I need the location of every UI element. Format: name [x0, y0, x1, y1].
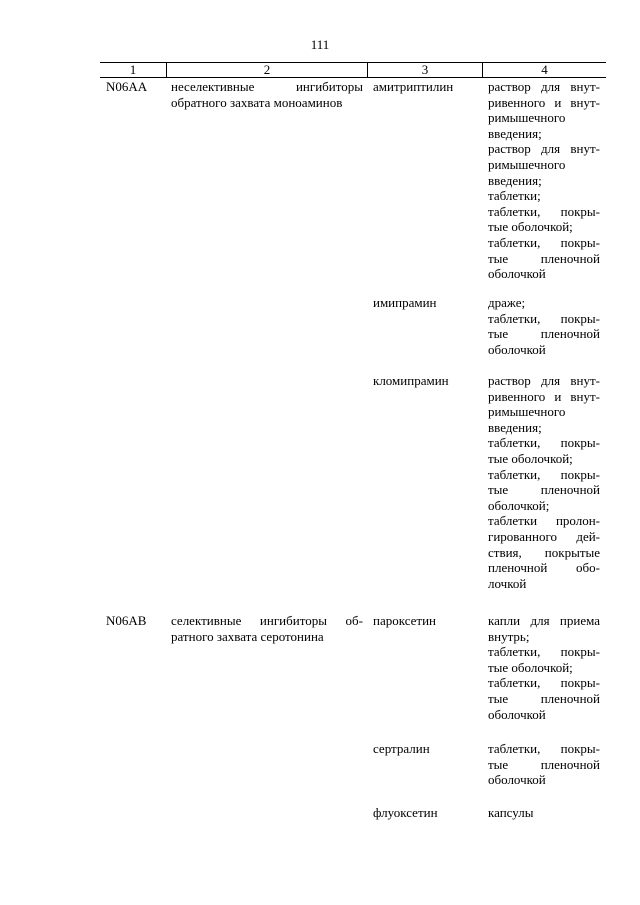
dosage-form-line: таблетки, покры-	[488, 310, 600, 326]
dosage-form-line: оболочкой	[488, 772, 546, 788]
dosage-form-line: таблетки, покры-	[488, 675, 600, 691]
dosage-form-line: ствия, покрытые	[488, 544, 600, 560]
drug-name: пароксетин	[373, 613, 437, 628]
group-name	[171, 613, 363, 644]
dosage-forms	[488, 741, 600, 788]
dosage-form-line: тые пленочной	[488, 690, 600, 706]
dosage-form-line: таблетки, покры-	[488, 741, 600, 756]
header-col-2: 2	[263, 62, 271, 77]
dosage-forms	[488, 295, 600, 357]
drug-name: флуоксетин	[373, 805, 438, 820]
dosage-form-line: ривенного и внут-	[488, 94, 600, 110]
dosage-form-line: тые пленочной	[488, 326, 600, 342]
dosage-form-line: лочкой	[488, 575, 527, 591]
dosage-form-line: введения;	[488, 172, 542, 188]
group-name-line: неселективные ингибиторы	[171, 79, 363, 94]
dosage-form-line: оболочкой	[488, 341, 546, 357]
dosage-form-line: раствор для внут-	[488, 373, 600, 388]
dosage-forms	[488, 79, 600, 282]
header-col-3: 3	[421, 62, 429, 77]
dosage-form-line: ривенного и внут-	[488, 388, 600, 404]
dosage-form-line: таблетки, покры-	[488, 644, 600, 660]
dosage-form-line: введения;	[488, 125, 542, 141]
dosage-form-line: тые пленочной	[488, 756, 600, 772]
dosage-forms	[488, 613, 600, 722]
dosage-form-line: введения;	[488, 419, 542, 435]
atc-code: N06AA	[106, 79, 148, 94]
dosage-form-line: пленочной обо-	[488, 560, 600, 576]
dosage-form-line: внутрь;	[488, 628, 530, 644]
dosage-form-line: таблетки, покры-	[488, 435, 600, 451]
dosage-form-line: капсулы	[488, 805, 534, 820]
group-name-line: ратного захвата серотонина	[171, 628, 324, 644]
dosage-form-line: таблетки, покры-	[488, 234, 600, 250]
dosage-form-line: драже;	[488, 295, 526, 310]
dosage-form-line: оболочкой	[488, 706, 546, 722]
dosage-form-line: раствор для внут-	[488, 79, 600, 94]
header-col-4: 4	[541, 62, 548, 77]
page-number: 111	[310, 37, 330, 52]
dosage-form-line: тые оболочкой;	[488, 659, 573, 675]
drug-name: кломипрамин	[373, 373, 449, 388]
dosage-form-line: римышечного	[488, 156, 566, 172]
drug-name: амитриптилин	[373, 79, 454, 94]
drug-name: имипрамин	[373, 295, 437, 310]
group-name-line: обратного захвата моноаминов	[171, 94, 343, 110]
dosage-form-line: таблетки пролон-	[488, 513, 600, 529]
dosage-form-line: таблетки, покры-	[488, 203, 600, 219]
dosage-form-line: тые оболочкой;	[488, 450, 573, 466]
dosage-forms	[488, 805, 600, 821]
dosage-form-line: тые пленочной	[488, 250, 600, 266]
dosage-forms	[488, 373, 600, 591]
dosage-form-line: таблетки, покры-	[488, 466, 600, 482]
dosage-form-line: римышечного	[488, 110, 566, 126]
dosage-form-line: оболочкой	[488, 266, 546, 282]
dosage-form-line: гированного дей-	[488, 528, 600, 544]
table-header	[100, 62, 606, 78]
drug-name: сертралин	[373, 741, 430, 756]
dosage-form-line: римышечного	[488, 404, 566, 420]
dosage-form-line: таблетки;	[488, 188, 541, 204]
group-name-line: селективные ингибиторы об-	[171, 613, 363, 628]
dosage-form-line: тые пленочной	[488, 482, 600, 498]
dosage-form-line: оболочкой;	[488, 497, 550, 513]
header-col-1: 1	[129, 62, 137, 77]
atc-code: N06AB	[106, 613, 147, 628]
dosage-form-line: капли для приема	[488, 613, 600, 628]
dosage-form-line: тые оболочкой;	[488, 219, 573, 235]
dosage-form-line: раствор для внут-	[488, 141, 600, 157]
group-name	[171, 79, 363, 110]
